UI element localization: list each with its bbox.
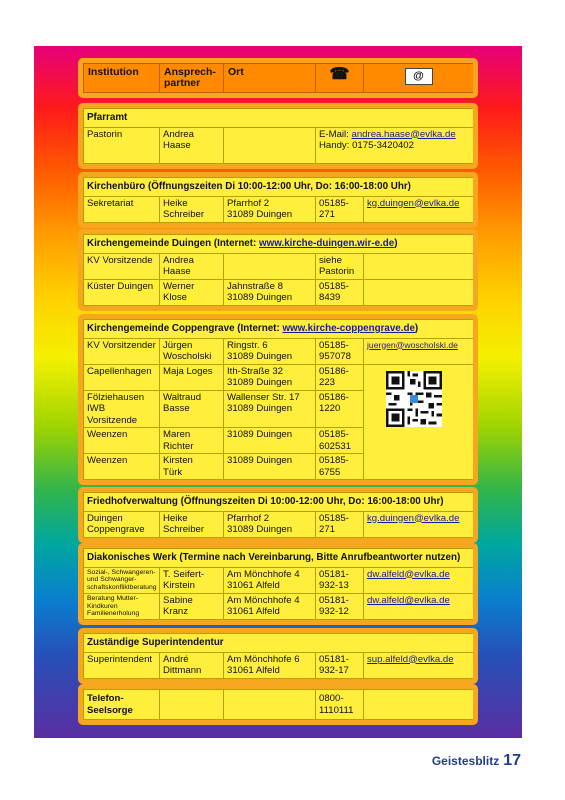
friedhof-role: Duingen Coppengrave <box>84 511 160 537</box>
kg-coppengrave-phone-4: 05185- 6755 <box>316 454 364 480</box>
pfarramt-handy: Handy: 0175-3420402 <box>319 140 414 151</box>
kg-coppengrave-name-1: Maja Loges <box>160 364 224 390</box>
kirchenbuero-ort: Pfarrhof 2 31089 Duingen <box>224 196 316 222</box>
header-box <box>78 58 478 98</box>
diakonie-name-0: T. Seifert- Kirstein <box>160 567 224 593</box>
pfarramt-name: Andrea Haase <box>160 127 224 163</box>
kg-duingen-email-0 <box>364 253 474 279</box>
kg-duingen-box <box>78 229 478 311</box>
kirchenbuero-email <box>364 196 474 222</box>
header-table <box>83 63 474 93</box>
superintendentur-ort: Am Mönchhofe 6 31061 Alfeld <box>224 652 316 678</box>
diakonie-email-1 <box>364 593 474 619</box>
kg-coppengrave-box <box>78 314 478 485</box>
page-footer <box>432 752 521 770</box>
diakonie-email-link-0[interactable]: dw.alfeld@evlka.de <box>367 568 450 580</box>
friedhof-phone: 05185- 271 <box>316 511 364 537</box>
seelsorge-table <box>83 689 474 720</box>
diakonie-phone-0: 05181- 932-13 <box>316 567 364 593</box>
kg-duingen-title <box>84 235 474 254</box>
pfarramt-ort <box>224 127 316 163</box>
diakonie-ort-0: Am Mönchhofe 4 31061 Alfeld <box>224 567 316 593</box>
pfarramt-box <box>78 103 478 169</box>
kg-coppengrave-ort-2: Wallenser Str. 17 31089 Duingen <box>224 390 316 428</box>
kg-coppengrave-ort-4: 31089 Duingen <box>224 454 316 480</box>
diakonie-box <box>78 543 478 625</box>
table-row <box>84 567 474 593</box>
kg-duingen-phone-1: 05185- 8439 <box>316 279 364 305</box>
pfarramt-contact <box>316 127 474 163</box>
header-ort: Ort <box>224 64 316 93</box>
superintendentur-phone: 05181- 932-17 <box>316 652 364 678</box>
kirchenbuero-email-link[interactable]: kg.duingen@evlka.de <box>367 197 460 209</box>
kirchenbuero-role: Sekretariat <box>84 196 160 222</box>
friedhof-name: Heike Schreiber <box>160 511 224 537</box>
kg-coppengrave-ort-3: 31089 Duingen <box>224 428 316 454</box>
superintendentur-table <box>83 633 474 679</box>
kg-duingen-title-prefix: Kirchengemeinde Duingen (Internet: <box>87 238 260 249</box>
friedhof-email <box>364 511 474 537</box>
kirchenbuero-name: Heike Schreiber <box>160 196 224 222</box>
header-institution: Institution <box>84 64 160 93</box>
superintendentur-title: Zuständige Superintendentur <box>84 634 474 653</box>
kg-coppengrave-email <box>364 338 474 364</box>
pfarramt-table <box>83 108 474 164</box>
seelsorge-phone: 0800- 1110111 <box>316 690 364 720</box>
header-mail-cell <box>364 64 474 93</box>
kg-duingen-role-1: Küster Duingen <box>84 279 160 305</box>
seelsorge-role: Telefon- Seelsorge <box>84 690 160 720</box>
diakonie-email-0 <box>364 567 474 593</box>
kg-coppengrave-name-0: Jürgen Woscholski <box>160 338 224 364</box>
friedhof-table <box>83 492 474 538</box>
qr-code-icon[interactable] <box>386 371 442 427</box>
diakonie-phone-1: 05181- 932-12 <box>316 593 364 619</box>
at-envelope-icon <box>405 68 433 85</box>
page-number: 17 <box>503 752 521 769</box>
kg-coppengrave-role-4: Weenzen <box>84 454 160 480</box>
table-row <box>84 279 474 305</box>
table-row <box>84 338 474 364</box>
friedhof-title: Friedhofverwaltung (Öffnungszeiten Di 10:00-12:00 Uhr, Do: 16:00-18:00 Uhr) <box>84 493 474 512</box>
kg-duingen-url-link[interactable]: www.kirche-duingen.wir-e.de <box>259 238 395 249</box>
kg-coppengrave-name-4: Kirsten Türk <box>160 454 224 480</box>
superintendentur-box <box>78 628 478 684</box>
at-symbol: @ <box>413 70 424 82</box>
kg-duingen-name-1: Werner Klose <box>160 279 224 305</box>
friedhof-box <box>78 487 478 543</box>
friedhof-email-link[interactable]: kg.duingen@evlka.de <box>367 512 460 524</box>
friedhof-ort: Pfarrhof 2 31089 Duingen <box>224 511 316 537</box>
kg-coppengrave-name-3: Maren Richter <box>160 428 224 454</box>
kg-coppengrave-qr-cell <box>364 364 474 480</box>
diakonie-email-link-1[interactable]: dw.alfeld@evlka.de <box>367 594 450 606</box>
seelsorge-ort <box>224 690 316 720</box>
kirchenbuero-title: Kirchenbüro (Öffnungszeiten Di 10:00-12:00 Uhr, Do: 16:00-18:00 Uhr) <box>84 178 474 197</box>
kg-coppengrave-table <box>83 319 474 480</box>
kg-duingen-ort-1: Jahnstraße 8 31089 Duingen <box>224 279 316 305</box>
kirchenbuero-phone: 05185- 271 <box>316 196 364 222</box>
kg-coppengrave-role-0: KV Vorsitzender <box>84 338 160 364</box>
kirchenbuero-box <box>78 172 478 228</box>
header-ansprechpartner: Ansprech- partner <box>160 64 224 93</box>
kg-coppengrave-name-2: Waltraud Basse <box>160 390 224 428</box>
seelsorge-email <box>364 690 474 720</box>
pfarramt-email-prefix: E-Mail: <box>319 128 352 140</box>
kirchenbuero-table <box>83 177 474 223</box>
seelsorge-box <box>78 684 478 725</box>
diakonie-role-1: Beratung Mutter- Kindkuren Familienerholung <box>84 593 160 619</box>
diakonie-title: Diakonisches Werk (Termine nach Vereinbarung, Bitte Anrufbeantworter nutzen) <box>84 549 474 568</box>
kg-coppengrave-title-prefix: Kirchengemeinde Coppengrave (Internet: <box>87 323 283 334</box>
kg-coppengrave-phone-1: 05186- 223 <box>316 364 364 390</box>
header-phone-cell <box>316 64 364 93</box>
pfarramt-role: Pastorin <box>84 127 160 163</box>
table-row <box>84 364 474 390</box>
kg-coppengrave-title <box>84 320 474 339</box>
table-row <box>84 253 474 279</box>
pfarramt-title: Pfarramt <box>84 109 474 128</box>
kg-coppengrave-email-link[interactable]: juergen@woscholski.de <box>367 339 458 350</box>
kg-duingen-table <box>83 234 474 306</box>
kg-coppengrave-phone-3: 05185- 602531 <box>316 428 364 454</box>
pfarramt-email-link[interactable]: andrea.haase@evlka.de <box>351 128 456 140</box>
diakonie-name-1: Sabine Kranz <box>160 593 224 619</box>
kg-duingen-phone-0: siehe Pastorin <box>316 253 364 279</box>
footer-title: Geistesblitz <box>431 754 500 768</box>
diakonie-ort-1: Am Mönchhofe 4 31061 Alfeld <box>224 593 316 619</box>
table-row <box>84 593 474 619</box>
telephone-icon: ☎ <box>329 66 350 83</box>
diakonie-role-0: Sozial-, Schwangeren- und Schwanger- schaftskonfliktberatung <box>84 567 160 593</box>
kg-coppengrave-ort-1: Ith-Straße 32 31089 Duingen <box>224 364 316 390</box>
kg-coppengrave-ort-0: Ringstr. 6 31089 Duingen <box>224 338 316 364</box>
superintendentur-email-link[interactable]: sup.alfeld@evlka.de <box>367 653 454 665</box>
kg-duingen-role-0: KV Vorsitzende <box>84 253 160 279</box>
kg-coppengrave-url-link[interactable]: www.kirche-coppengrave.de <box>282 323 415 334</box>
superintendentur-name: André Dittmann <box>160 652 224 678</box>
kg-coppengrave-role-2: Fölziehausen IWB Vorsitzende <box>84 390 160 428</box>
kg-coppengrave-title-suffix: ) <box>414 323 419 334</box>
superintendentur-email <box>364 652 474 678</box>
kg-coppengrave-phone-2: 05186- 1220 <box>316 390 364 428</box>
superintendentur-role: Superintendent <box>84 652 160 678</box>
seelsorge-name <box>160 690 224 720</box>
kg-coppengrave-phone-0: 05185- 957078 <box>316 338 364 364</box>
kg-coppengrave-role-3: Weenzen <box>84 428 160 454</box>
kg-duingen-ort-0 <box>224 253 316 279</box>
diakonie-table <box>83 548 474 620</box>
kg-coppengrave-role-1: Capellenhagen <box>84 364 160 390</box>
kg-duingen-email-1 <box>364 279 474 305</box>
kg-duingen-title-suffix: ) <box>394 238 398 249</box>
kg-duingen-name-0: Andrea Haase <box>160 253 224 279</box>
